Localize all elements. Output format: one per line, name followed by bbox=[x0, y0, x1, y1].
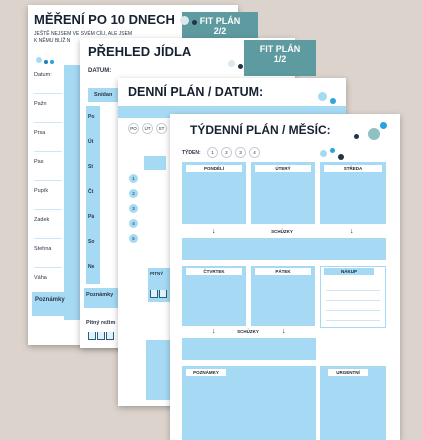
row-label: Pupík bbox=[34, 188, 49, 194]
decor-dot bbox=[318, 92, 327, 101]
decor-dot bbox=[330, 148, 335, 153]
meetings-box[interactable] bbox=[182, 238, 386, 260]
decor-dot bbox=[238, 64, 243, 69]
day-label: Út bbox=[88, 139, 94, 145]
decor-dot bbox=[228, 60, 235, 67]
day-label: St bbox=[88, 164, 93, 170]
number-circle: 4 bbox=[129, 219, 138, 228]
arrow-down-icon: ↓ bbox=[212, 328, 216, 335]
notes-label: Poznámky bbox=[35, 297, 65, 303]
row-label: Stehna bbox=[34, 246, 52, 252]
row-label: Váha bbox=[34, 275, 47, 281]
row-label: Pas bbox=[34, 159, 44, 165]
day-box-thursday[interactable] bbox=[182, 266, 246, 326]
arrow-down-icon: ↓ bbox=[350, 228, 354, 235]
decor-dot bbox=[320, 150, 327, 157]
header-urgent: URGENTNÍ bbox=[328, 369, 368, 376]
daily-tab bbox=[144, 156, 166, 170]
day-label: Čt bbox=[88, 189, 94, 195]
shopping-box[interactable] bbox=[320, 266, 386, 328]
arrow-down-icon: ↓ bbox=[282, 328, 286, 335]
day-circle[interactable]: ST bbox=[156, 123, 167, 134]
header-shopping: NÁKUP bbox=[324, 268, 374, 275]
weekly-title: TÝDENNÍ PLÁN / MĚSÍC: bbox=[190, 123, 331, 137]
water-glass-icon bbox=[88, 332, 96, 340]
shopping-line bbox=[326, 310, 380, 311]
food-title: PŘEHLED JÍDLA bbox=[88, 44, 192, 59]
header-thursday: ČTVRTEK bbox=[186, 268, 242, 275]
divider bbox=[34, 151, 62, 152]
arrow-down-icon: ↓ bbox=[212, 228, 216, 235]
decor-dot bbox=[50, 60, 54, 64]
header-monday: PONDĚLÍ bbox=[186, 165, 242, 172]
week-circle[interactable]: 4 bbox=[249, 147, 260, 158]
decor-dot bbox=[368, 128, 380, 140]
row-label: Pažn bbox=[34, 101, 47, 107]
divider bbox=[34, 122, 62, 123]
header-notes: POZNÁMKY bbox=[186, 369, 226, 376]
decor-dot bbox=[44, 60, 48, 64]
urgent-box[interactable] bbox=[320, 366, 386, 440]
meetings-box[interactable] bbox=[182, 338, 316, 360]
meetings-label: SCHŮZKY bbox=[228, 328, 268, 335]
water-glass-icon bbox=[159, 290, 167, 298]
shopping-line bbox=[326, 300, 380, 301]
number-circle: 3 bbox=[129, 204, 138, 213]
day-box-friday[interactable] bbox=[251, 266, 315, 326]
number-circle: 2 bbox=[129, 189, 138, 198]
badge-fraction: 2/2 bbox=[213, 26, 227, 36]
day-label: Po bbox=[88, 114, 95, 120]
row-label: Zadek bbox=[34, 217, 50, 223]
number-circle: 5 bbox=[129, 234, 138, 243]
decor-dot bbox=[354, 134, 359, 139]
day-circle[interactable]: ÚT bbox=[142, 123, 153, 134]
meal-tab: Snídan bbox=[94, 92, 113, 98]
decor-dot bbox=[36, 57, 42, 63]
water-glass-icon bbox=[150, 290, 158, 298]
days-column bbox=[86, 106, 100, 284]
decor-dot bbox=[338, 154, 344, 160]
row-label: Prsa bbox=[34, 130, 46, 136]
notes-box[interactable] bbox=[182, 366, 316, 440]
food-notes-label: Poznámky bbox=[86, 292, 114, 298]
decor-dot bbox=[380, 122, 387, 129]
decor-dot bbox=[330, 98, 336, 104]
divider bbox=[34, 209, 62, 210]
week-circle[interactable]: 1 bbox=[207, 147, 218, 158]
badge-fraction: 1/2 bbox=[273, 54, 287, 64]
divider bbox=[34, 180, 62, 181]
daily-bottom-box bbox=[146, 340, 170, 400]
week-label: TÝDEN: bbox=[182, 150, 201, 156]
water-label: Pitný režim bbox=[86, 320, 116, 326]
row-label: Datum: bbox=[34, 72, 52, 78]
week-circle[interactable]: 3 bbox=[235, 147, 246, 158]
fit-plan-badge-1 bbox=[244, 40, 316, 76]
measurement-subtitle: JEŠTĚ NEJSEM VE SVÉM CÍLI, ALE JSEM bbox=[34, 31, 133, 37]
header-wednesday: STŘEDA bbox=[324, 165, 382, 172]
divider bbox=[34, 93, 62, 94]
decor-dot bbox=[192, 20, 197, 25]
measurement-title: MĚŘENÍ PO 10 DNECH bbox=[34, 12, 175, 27]
water-label: PITNÝ bbox=[150, 271, 164, 276]
measurement-subtitle-2: K NĚMU BLÍŽ N bbox=[34, 38, 71, 44]
shopping-line bbox=[326, 320, 380, 321]
badge-label: FIT PLÁN bbox=[199, 16, 241, 26]
day-label: Pá bbox=[88, 214, 95, 220]
shopping-line bbox=[326, 290, 380, 291]
day-label: So bbox=[88, 239, 95, 245]
day-circle[interactable]: PO bbox=[128, 123, 139, 134]
header-friday: PÁTEK bbox=[255, 268, 311, 275]
week-circle[interactable]: 2 bbox=[221, 147, 232, 158]
decor-dot bbox=[180, 16, 189, 25]
date-label: DATUM: bbox=[88, 68, 112, 74]
day-label: Ne bbox=[88, 264, 95, 270]
water-glass-icon bbox=[106, 332, 114, 340]
number-circle: 1 bbox=[129, 174, 138, 183]
meetings-label: SCHŮZKY bbox=[262, 228, 302, 235]
water-glass-icon bbox=[97, 332, 105, 340]
daily-title: DENNÍ PLÁN / DATUM: bbox=[128, 85, 264, 99]
header-tuesday: ÚTERÝ bbox=[255, 165, 311, 172]
badge-label: FIT PLÁN bbox=[259, 44, 301, 54]
weekly-plan-sheet bbox=[170, 114, 400, 440]
divider bbox=[34, 267, 62, 268]
divider bbox=[34, 238, 62, 239]
